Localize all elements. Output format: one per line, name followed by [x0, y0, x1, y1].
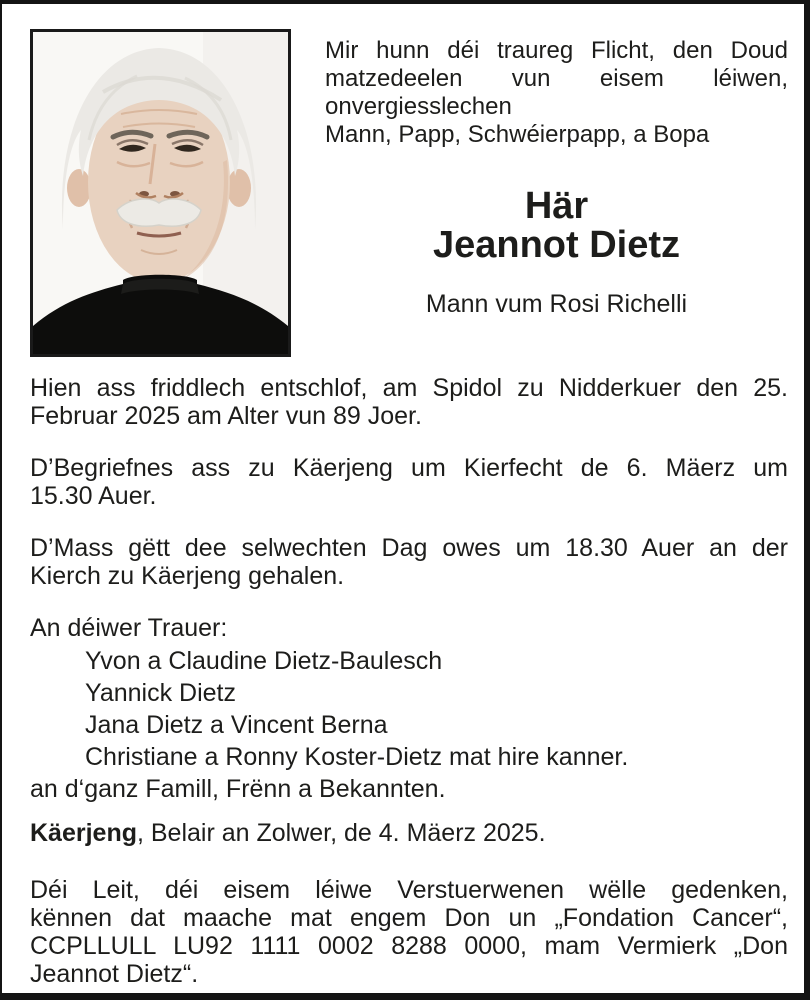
mass-info	[30, 534, 788, 590]
funeral-line-2: 15.30 Auer.	[30, 482, 157, 510]
mourner-line-1: Yvon a Claudine Dietz-Baulesch	[85, 647, 443, 675]
notice-header	[30, 29, 788, 357]
death-line-2: Februar 2025 am Alter vun 89 Joer.	[30, 402, 422, 430]
portrait-photo	[30, 29, 291, 357]
mourning-header: An déiwer Trauer:	[30, 614, 228, 642]
donation-line-1: Déi Leit, déi eisem léiwe Verstuerwenen wëlle gedenken,	[30, 876, 788, 904]
dateline	[30, 819, 788, 847]
donation-paragraph	[30, 876, 788, 988]
relation-line: Mann vum Rosi Richelli	[425, 290, 688, 318]
deceased-name: Jeannot Dietz	[432, 224, 681, 266]
mass-line-2: Kierch zu Käerjeng gehalen.	[30, 562, 345, 590]
dateline-place: Käerjeng	[30, 819, 137, 847]
dateline-rest: , Belair an Zolwer, de 4. Mäerz 2025.	[136, 819, 546, 847]
intro-line-3: onvergiesslechen	[325, 93, 512, 120]
mourners-closing: an d‘ganz Famill, Frënn a Bekannten.	[30, 775, 446, 803]
deceased-heading	[325, 187, 788, 265]
intro-line-4: Mann, Papp, Schwéierpapp, a Bopa	[325, 121, 710, 148]
portrait-illustration	[33, 32, 288, 354]
intro-text	[325, 37, 788, 149]
mourner-line-4: Christiane a Ronny Koster-Dietz mat hire kanner.	[85, 743, 629, 771]
mourner-line-2: Yannick Dietz	[85, 679, 236, 707]
header-text-column	[325, 29, 788, 357]
donation-line-2: kënnen dat maache mat engem Don un „Fondation Cancer“,	[30, 904, 788, 932]
intro-line-1: Mir hunn déi traureg Flicht, den Doud	[325, 37, 788, 64]
funeral-line-1: D’Begriefnes ass zu Käerjeng um Kierfecht de 6. Mäerz um	[30, 454, 788, 482]
death-line-1: Hien ass friddlech entschlof, am Spidol zu Nidderkuer den 25.	[30, 374, 788, 402]
notice-body	[30, 374, 788, 988]
donation-line-4: Jeannot Dietz“.	[30, 960, 199, 988]
salutation: Här	[524, 185, 589, 227]
mourners-list	[30, 645, 788, 773]
donation-line-3: CCPLLULL LU92 1111 0002 8288 0000, mam Vermierk „Don	[30, 932, 788, 960]
intro-line-2: matzedeelen vun eisem léiwen,	[325, 65, 788, 92]
mass-line-1: D’Mass gëtt dee selwechten Dag owes um 18.30 Auer an der	[30, 534, 788, 562]
death-announcement	[30, 374, 788, 430]
mourner-line-3: Jana Dietz a Vincent Berna	[85, 711, 388, 739]
funeral-info	[30, 454, 788, 510]
